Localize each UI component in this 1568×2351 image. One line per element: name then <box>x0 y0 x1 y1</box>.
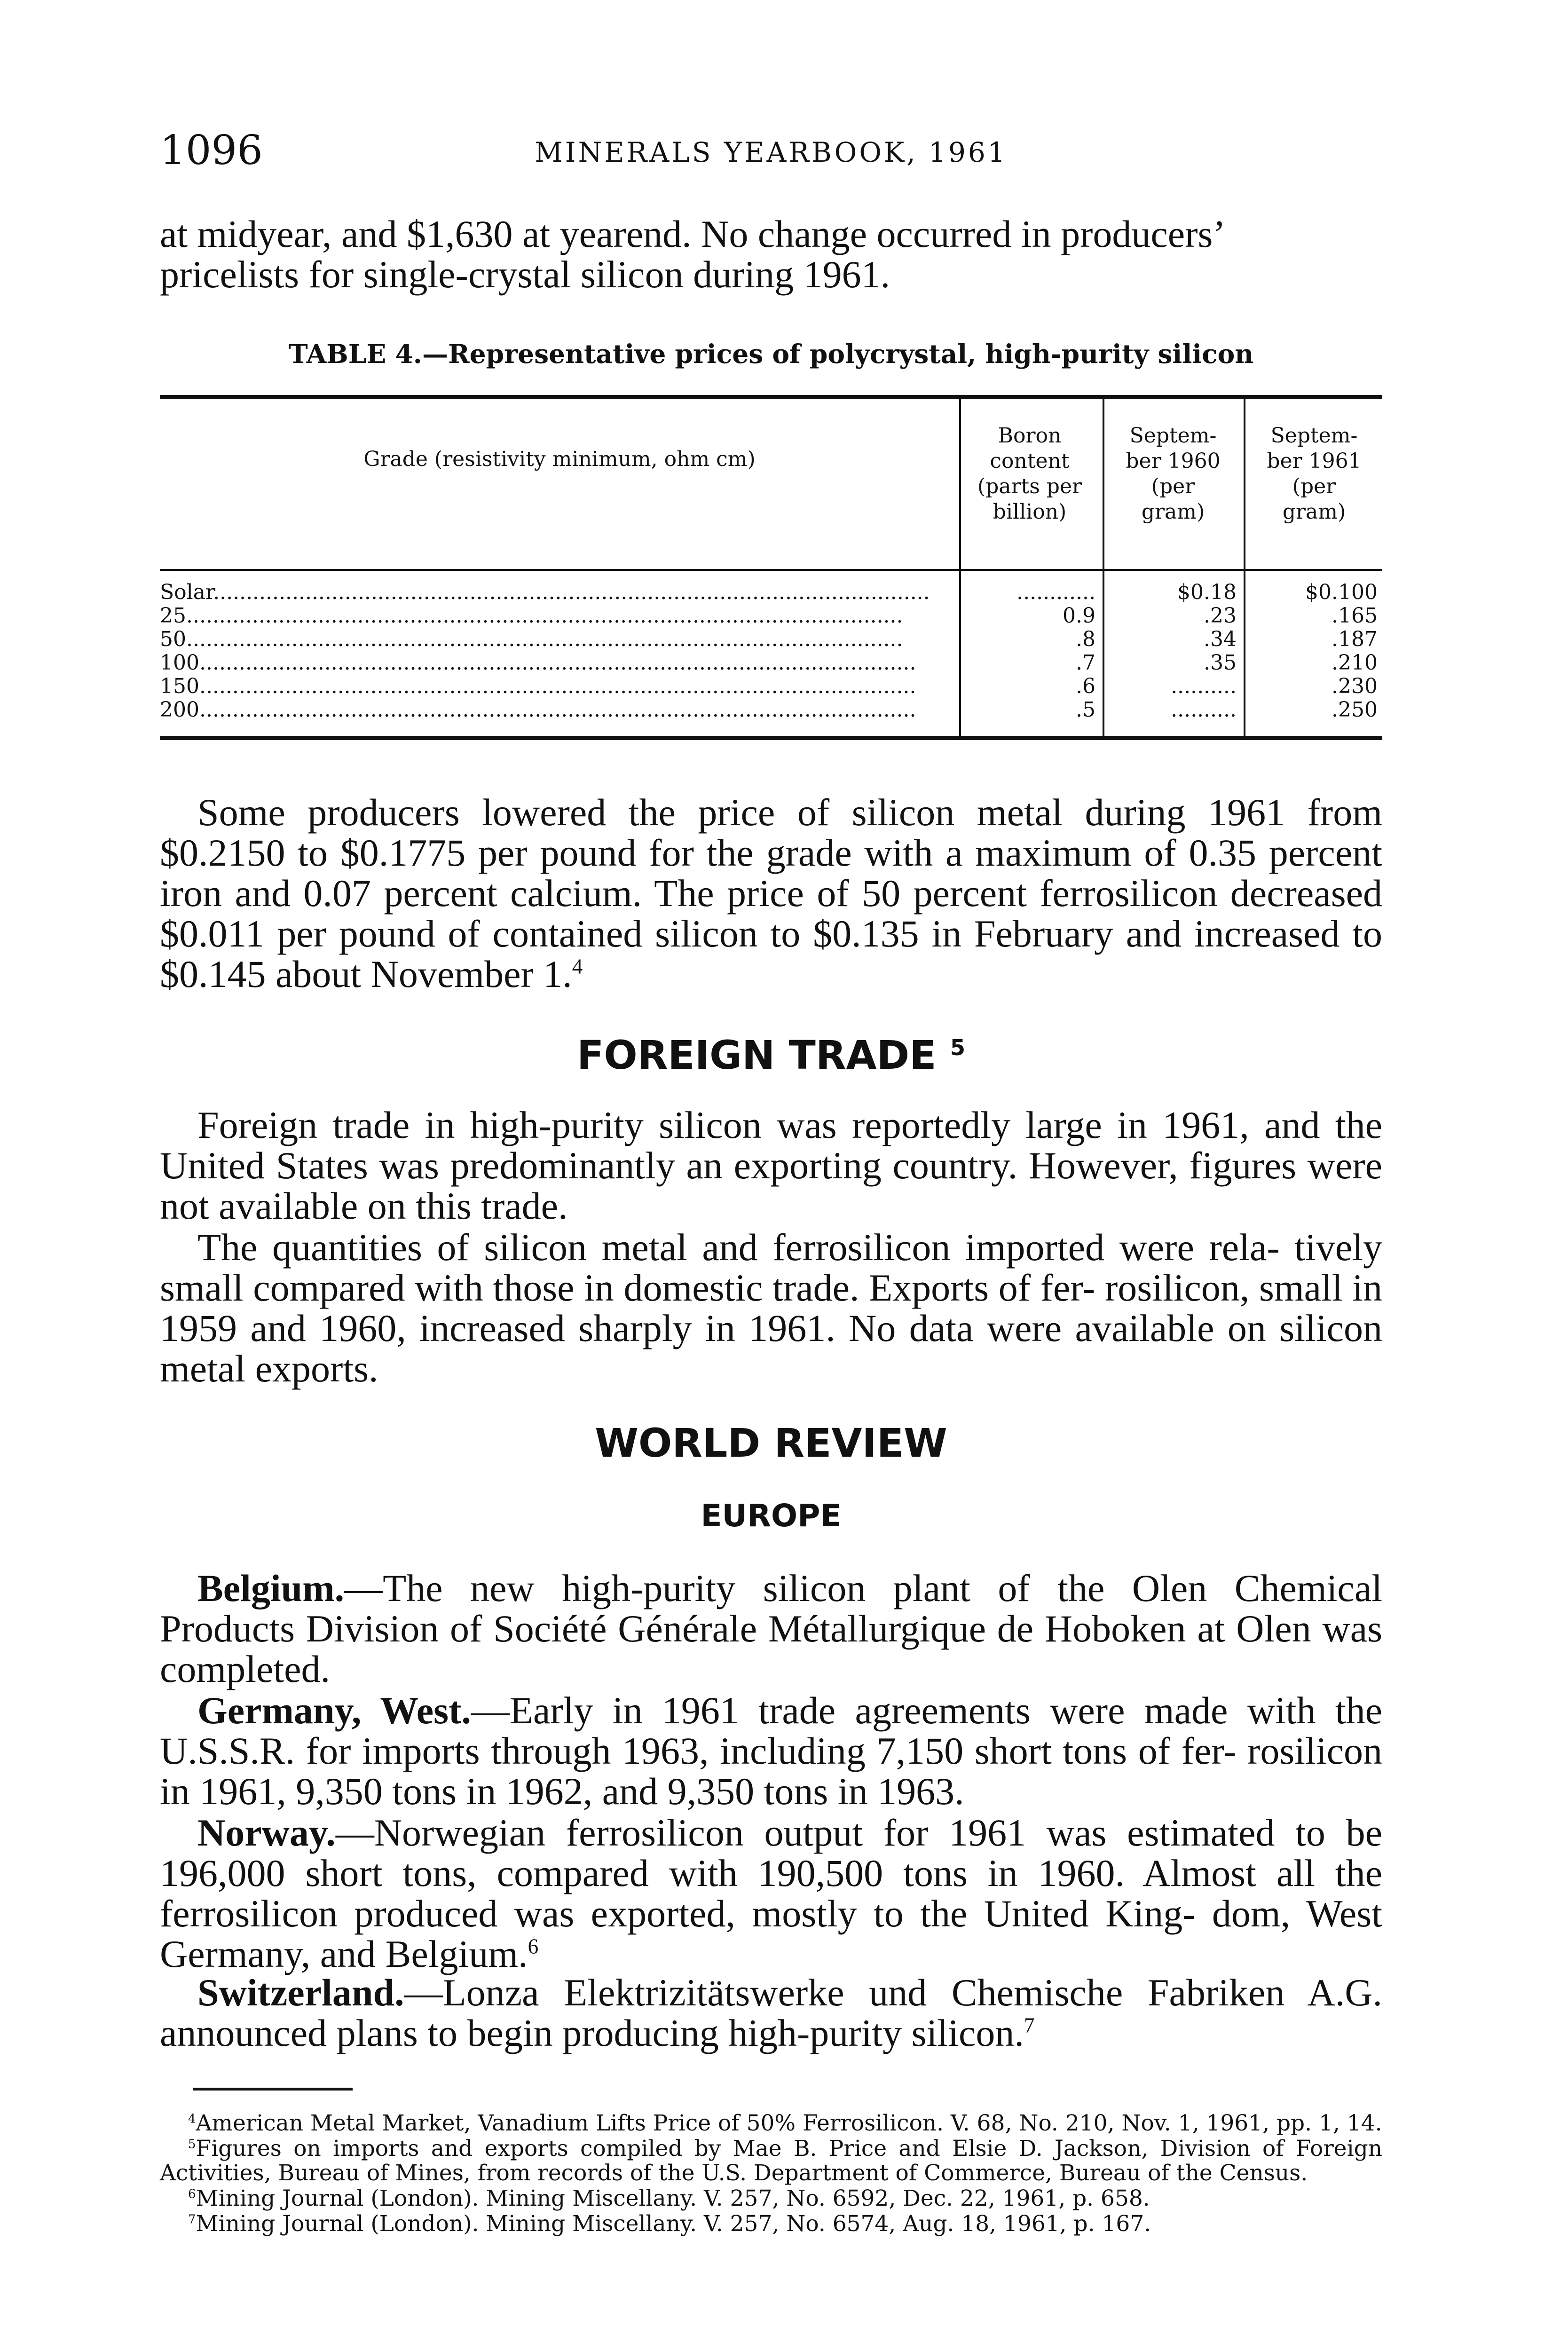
table-cell-sep-1960: .34 <box>1204 627 1237 651</box>
table-cell-boron: .8 <box>1076 627 1095 651</box>
table-cell-sep-1961: .210 <box>1332 651 1378 675</box>
foreign-trade-paragraph-2 <box>160 1227 1382 1389</box>
table-title: TABLE 4.—Representative prices of polycrystal, high-purity silicon <box>288 339 1254 369</box>
text-line: 0.35 percent iron and 0.07 percent calcium. The price of 50 percent <box>160 831 1383 915</box>
table-column-divider <box>1103 395 1104 738</box>
text-line: ferrosilicon decreased $0.011 per pound of contained silicon to $0.135 <box>160 872 1382 955</box>
footnote-rule <box>193 2088 353 2091</box>
footnote-text: Figures on imports and exports compiled by Mae B. Price and Elsie D. Jackson, Division of Foreign Activities, Bureau of Mines, from records of the U.S. Department of Commerce, Bureau of the Census. <box>160 2136 1382 2186</box>
country-label: Switzerland. <box>197 1971 404 2014</box>
table-cell-boron: .7 <box>1076 651 1095 675</box>
heading-text: FOREIGN TRADE <box>576 1032 937 1078</box>
table-rule-top <box>160 395 1382 399</box>
text-line: —Early in 1961 trade agreements were made with the <box>471 1689 1382 1732</box>
prices-paragraph <box>160 792 1382 994</box>
text-line: Olen was completed. <box>160 1607 1382 1690</box>
table-cell-boron: .5 <box>1076 698 1095 722</box>
table-cell-sep-1960: .23 <box>1204 604 1237 628</box>
footnotes <box>160 2111 1382 2237</box>
footnote-text: American Metal Market, Vanadium Lifts Price of 50% Ferrosilicon. V. 68, No. 210, Nov. 1, 1961, pp. 1, 14. <box>196 2110 1382 2136</box>
switzerland-paragraph <box>160 1972 1382 2053</box>
header-line: gram) <box>1141 500 1205 524</box>
table-cell-grade: 25............................................................................................................. <box>160 604 903 628</box>
text-line: all the ferrosilicon produced was exported, mostly to the United King- <box>160 1852 1383 1935</box>
price-table <box>160 395 1382 743</box>
table-column-divider <box>1244 395 1245 738</box>
table-cell-sep-1960: $0.18 <box>1177 580 1237 604</box>
text-line: —The new high-purity silicon plant of the Olen Chemical <box>344 1567 1382 1609</box>
running-head <box>160 127 1382 179</box>
text-line: —Lonza Elektrizitätswerke und Chemische Fabriken <box>404 1971 1285 2014</box>
footnote <box>160 2137 1382 2185</box>
foreign-trade-heading <box>160 1032 1382 1078</box>
text-line: be 196,000 short tons, compared with 190,500 tons in 1960. Almost <box>160 1811 1383 1894</box>
text-line: in February and increased to $0.145 about November 1. <box>160 912 1383 995</box>
table-cell-boron: 0.9 <box>1063 604 1095 628</box>
text-line: rosilicon, small in 1959 and 1960, increased sharply in 1961. No data <box>160 1266 1382 1349</box>
footnote-text: Mining Journal (London). Mining Miscellany. V. 257, No. 6592, Dec. 22, 1961, p. 658. <box>196 2185 1150 2211</box>
footnote <box>160 2212 1382 2236</box>
footnote-ref: 6 <box>528 1934 539 1958</box>
country-label: Norway. <box>197 1811 336 1854</box>
world-review-heading: WORLD REVIEW <box>595 1420 947 1466</box>
country-label: Belgium. <box>197 1567 345 1609</box>
table-cell-grade: 200............................................................................................................. <box>160 698 916 722</box>
table-rule-bottom <box>160 736 1382 740</box>
text-line: The quantities of silicon metal and ferrosilicon imported were rela- <box>197 1226 1280 1269</box>
table-cell-sep-1960: .35 <box>1204 651 1237 675</box>
text-line: Some producers lowered the price of silicon metal during 1961 <box>197 791 1285 834</box>
header-line: Boron <box>998 424 1062 448</box>
column-header-sep-1961 <box>1246 423 1382 525</box>
header-line: content <box>990 449 1070 473</box>
intro-paragraph <box>160 214 1382 295</box>
text-line: dom, West Germany, and Belgium. <box>160 1892 1382 1975</box>
norway-paragraph <box>160 1813 1382 1974</box>
table-cell-boron: ............ <box>1016 580 1095 604</box>
foreign-trade-paragraph-1 <box>160 1105 1382 1226</box>
table-cell-sep-1961: .250 <box>1332 698 1378 722</box>
footnote <box>160 2186 1382 2211</box>
text-line: tively small compared with those in domestic trade. Exports of fer- <box>160 1226 1383 1309</box>
table-cell-sep-1960: .......... <box>1171 698 1237 722</box>
table-cell-grade: 50............................................................................................................. <box>160 628 903 651</box>
table-rule-header <box>160 569 1382 571</box>
table-cell-sep-1960: .......... <box>1171 674 1237 698</box>
text-line: —Norwegian ferrosilicon output for 1961 was estimated to <box>335 1811 1325 1854</box>
belgium-paragraph <box>160 1568 1382 1689</box>
header-line: ber 1960 <box>1126 449 1221 473</box>
text-line: U.S.S.R. for imports through 1963, including 7,150 short tons of fer- <box>160 1729 1237 1772</box>
footnote-ref: 4 <box>572 955 583 978</box>
europe-subheading: EUROPE <box>701 1498 842 1534</box>
text-line: Foreign trade in high-purity silicon was reportedly large in 1961, <box>197 1104 1249 1146</box>
text-line: Products Division of Société Générale Métallurgique de Hoboken at <box>160 1607 1225 1650</box>
table-cell-sep-1961: .165 <box>1332 604 1378 628</box>
text-line: from $0.2150 to $0.1775 per pound for the grade with a maximum of <box>160 791 1382 874</box>
running-title: MINERALS YEARBOOK, 1961 <box>535 136 1008 168</box>
header-line: ber 1961 <box>1267 449 1362 473</box>
footnote-number: 6 <box>188 2187 196 2201</box>
table-cell-grade: 100............................................................................................................. <box>160 651 916 675</box>
footnote-number: 4 <box>188 2112 196 2126</box>
column-header-boron <box>959 423 1100 525</box>
column-header-sep-1960 <box>1105 423 1241 525</box>
header-line: (parts per <box>977 474 1082 498</box>
header-line: (per <box>1292 474 1336 498</box>
table-cell-sep-1961: .230 <box>1332 674 1378 698</box>
footnote-text: Mining Journal (London). Mining Miscellany. V. 257, No. 6574, Aug. 18, 1961, p. 167. <box>196 2211 1151 2237</box>
table-cell-sep-1961: $0.100 <box>1305 580 1378 604</box>
footnote-ref: 7 <box>1024 2013 1035 2037</box>
footnote-ref: 5 <box>950 1035 966 1060</box>
page-number: 1096 <box>160 127 263 174</box>
column-header-grade: Grade (resistivity minimum, ohm cm) <box>363 447 756 471</box>
header-line: Septem- <box>1270 424 1358 448</box>
text-line: rosilicon in 1961, 9,350 tons in 1962, and 9,350 tons in 1963. <box>160 1729 1382 1813</box>
text-line: pricelists for single-crystal silicon during 1961. <box>160 253 890 296</box>
header-line: (per <box>1151 474 1195 498</box>
header-line: Septem- <box>1129 424 1217 448</box>
text-line: A.G. announced plans to begin producing high-purity silicon. <box>160 1971 1382 2054</box>
table-cell-grade: 150............................................................................................................. <box>160 675 916 698</box>
table-cell-grade: Solar............................................................................................................. <box>160 581 930 604</box>
germany-paragraph <box>160 1690 1382 1812</box>
country-label: Germany, West. <box>197 1689 471 1732</box>
text-line: at midyear, and $1,630 at yearend. No change occurred in producers’ <box>160 213 1226 255</box>
text-line: were available on silicon metal exports. <box>160 1307 1382 1390</box>
table-cell-boron: .6 <box>1076 674 1095 698</box>
text-line: However, figures were not available on this trade. <box>160 1144 1382 1227</box>
text-line: and the United States was predominantly an exporting country. <box>160 1104 1383 1187</box>
table-cell-sep-1961: .187 <box>1332 627 1378 651</box>
header-line: billion) <box>993 500 1067 524</box>
footnote <box>160 2111 1382 2136</box>
header-line: gram) <box>1282 500 1346 524</box>
footnote-number: 7 <box>188 2212 196 2227</box>
footnote-number: 5 <box>188 2137 196 2152</box>
